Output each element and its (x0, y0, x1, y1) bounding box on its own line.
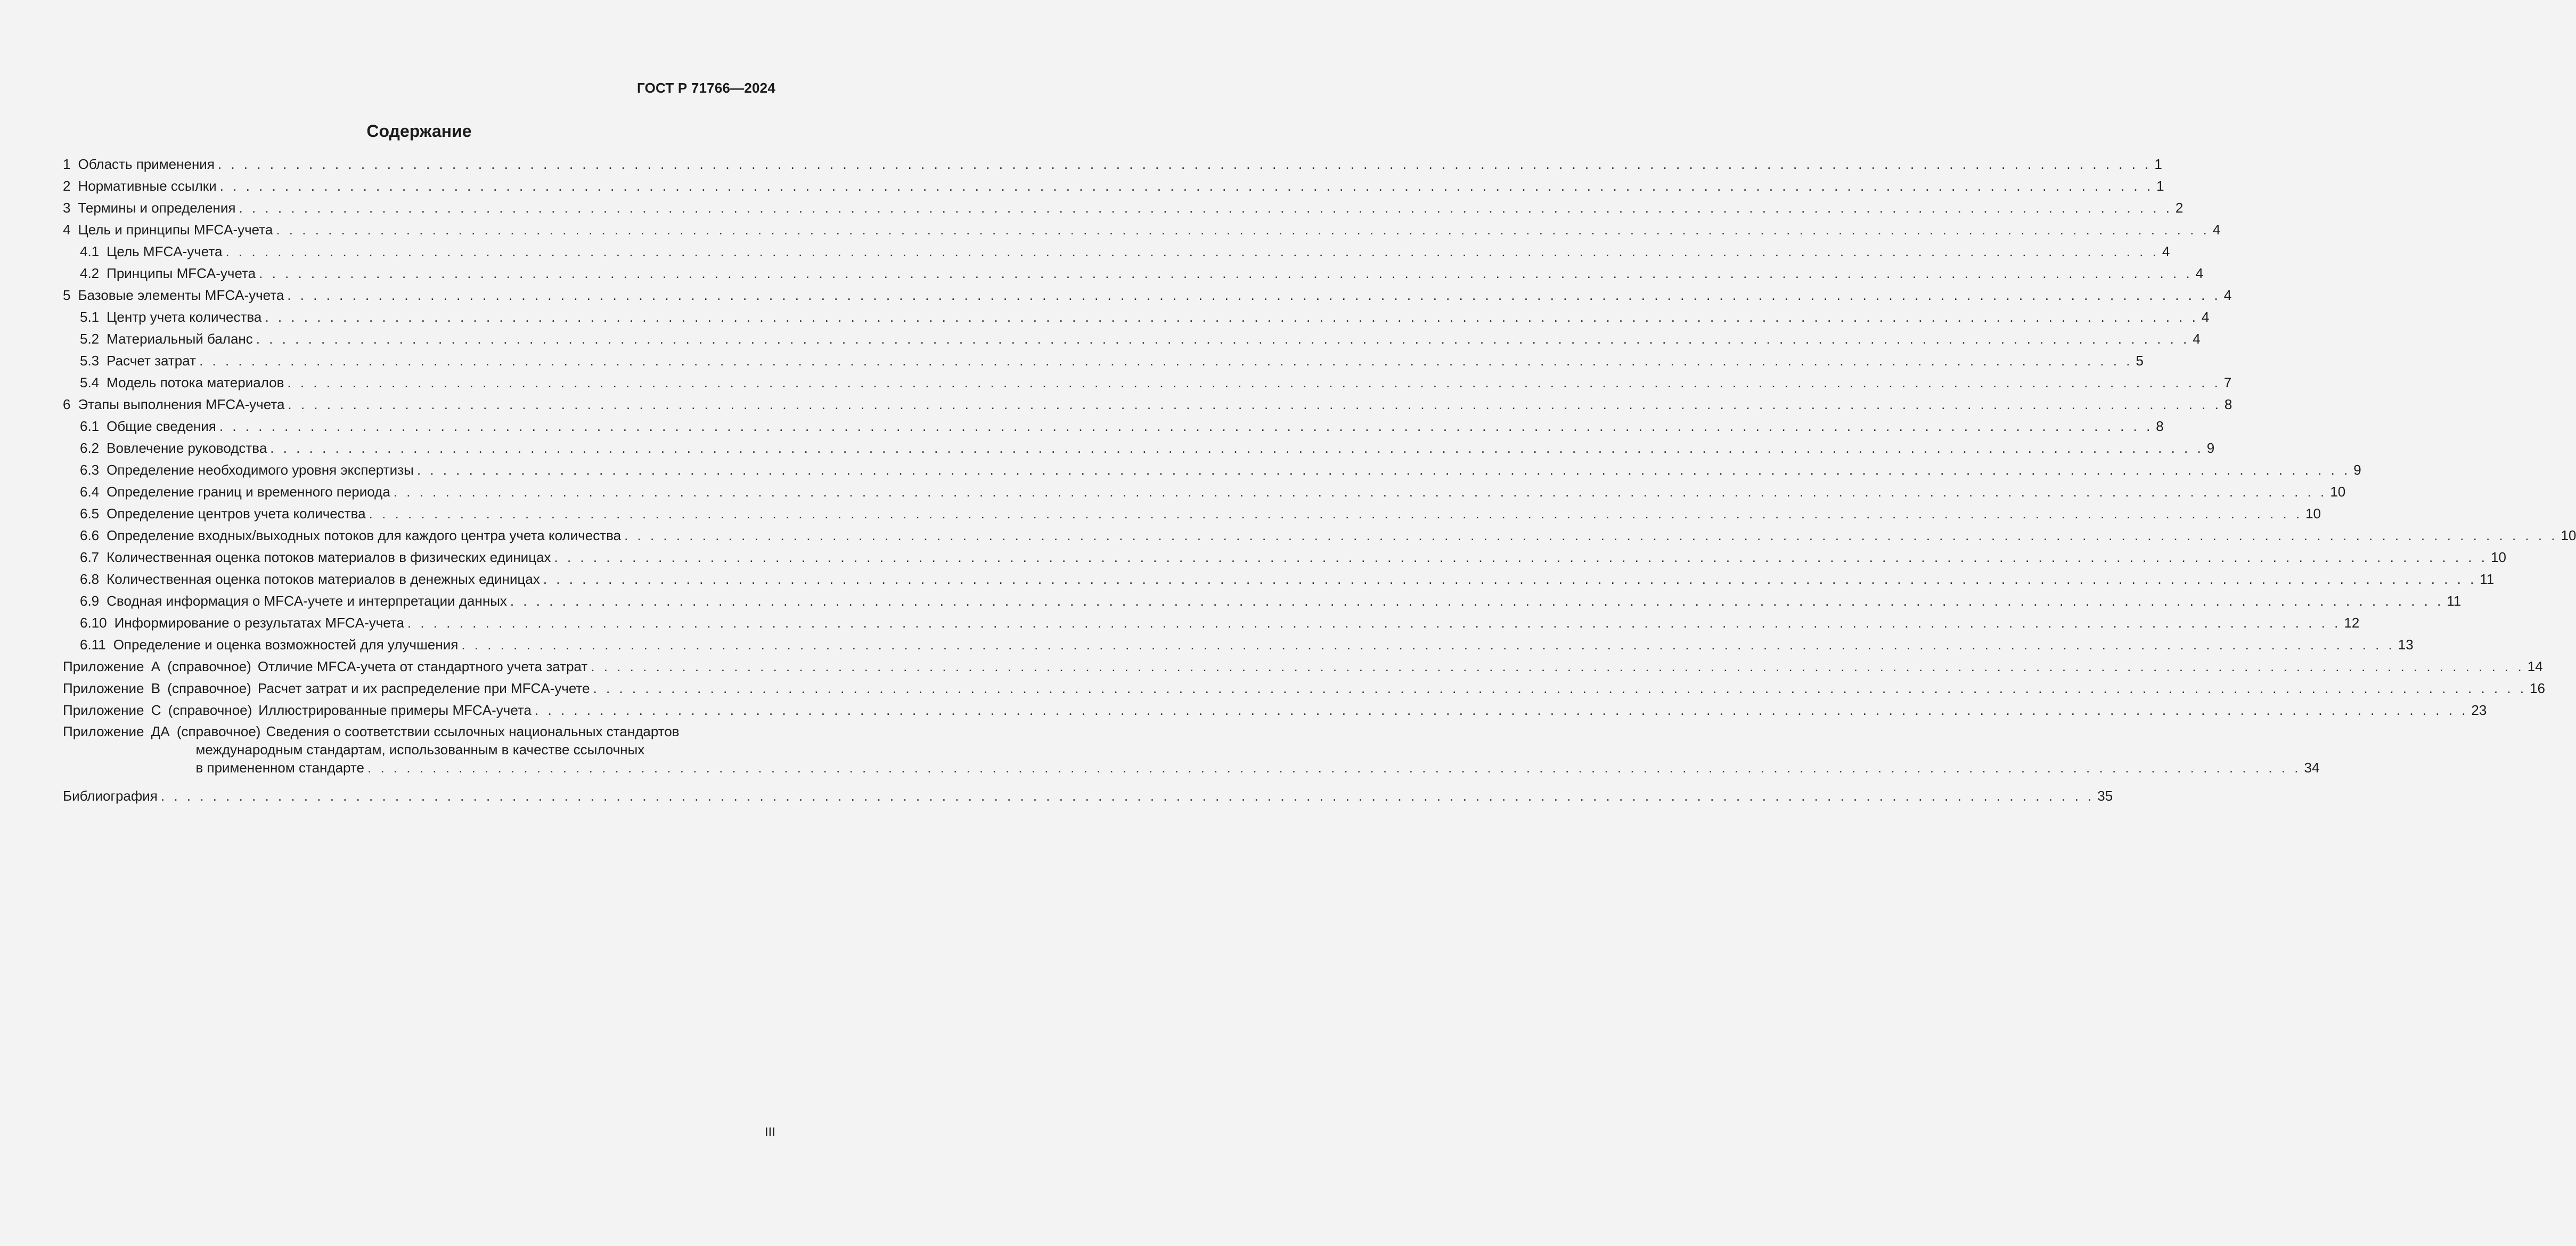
toc-leader-dots (276, 220, 2209, 239)
toc-annex-title-line-3: в примененном стандарте (195, 760, 365, 776)
toc-entry-title: Определение границ и временного периода (107, 484, 390, 500)
toc-leader-dots (287, 373, 2220, 392)
toc-leader-dots (225, 242, 2158, 261)
toc-leader-dots (199, 351, 2132, 370)
toc-entry[interactable] (63, 482, 2346, 504)
toc-page-number: 35 (2097, 788, 2113, 804)
toc-entry[interactable] (63, 329, 2201, 351)
toc-entry-number: 6.10 (80, 615, 107, 631)
toc-annex-prefix: Приложение ДА (справочное) (63, 723, 261, 739)
toc-leader-dots (394, 482, 2327, 501)
toc-entry-number: 6.1 (80, 418, 100, 434)
toc-leader-dots (510, 591, 2443, 610)
toc-annex-title: Отличие MFCA-учета от стандартного учета затрат (257, 658, 588, 674)
toc-entry[interactable] (63, 635, 2414, 657)
toc-entry-title: Определение входных/выходных потоков для каждого центра учета количества (107, 527, 621, 543)
toc-entry-title: Этапы выполнения MFCA-учета (78, 396, 285, 412)
toc-entry-title: Количественная оценка потоков материалов в физических единицах (107, 549, 551, 565)
toc-annex-title: Иллюстрированные примеры MFCA-учета (258, 702, 531, 718)
toc-page-number: 1 (2154, 156, 2162, 172)
toc-entry-title: Модель потока материалов (107, 374, 284, 390)
toc-entry[interactable] (63, 591, 2461, 613)
toc-entry-title: Центр учета количества (107, 309, 262, 325)
toc-entry[interactable] (63, 504, 2321, 526)
toc-entry[interactable] (63, 526, 2576, 548)
toc-entry-number: 6.2 (80, 440, 100, 456)
toc-page-number: 10 (2490, 549, 2506, 565)
toc-annex[interactable] (63, 701, 2487, 722)
toc-page-number: 11 (2480, 571, 2495, 587)
toc-entry-number: 5.1 (80, 309, 100, 325)
toc-page-number: 34 (2304, 760, 2320, 776)
toc-bibliography[interactable] (63, 786, 2113, 808)
toc-entry[interactable] (63, 569, 2495, 591)
toc-entry-number: 6 (63, 396, 71, 412)
toc-entry-title: Определение необходимого уровня экспертизы (107, 462, 414, 478)
toc-entry-number: 4.2 (80, 265, 100, 281)
toc-leader-dots (161, 786, 2094, 805)
toc-entry[interactable] (63, 242, 2170, 264)
toc-entry-title: Цель и принципы MFCA-учета (78, 222, 273, 238)
toc-page-number: 4 (2212, 222, 2221, 238)
toc-entry[interactable] (63, 351, 2144, 373)
toc-entry-title: Количественная оценка потоков материалов в денежных единицах (107, 571, 540, 587)
toc-entry-number: 6.5 (80, 506, 100, 522)
toc-page-number: 11 (2447, 593, 2461, 609)
toc-entry[interactable] (63, 286, 2232, 307)
toc-entry[interactable] (63, 460, 2361, 482)
toc-annex-title-line-2: международным стандартам, использованным в качестве ссылочных (195, 742, 645, 758)
toc-leader-dots (593, 679, 2526, 698)
toc-page-number: 14 (2527, 658, 2543, 674)
toc-entry-title: Определение и оценка возможностей для улучшения (113, 637, 459, 653)
toc-entry-title: Вовлечение руководства (107, 440, 267, 456)
toc-page-number: 10 (2305, 506, 2321, 522)
toc-page-number: 4 (2201, 309, 2210, 325)
toc-leader-dots (543, 569, 2476, 589)
toc-leader-dots (535, 701, 2468, 720)
toc-leader-dots (407, 613, 2341, 632)
toc-entry-title: Расчет затрат (107, 353, 197, 369)
toc-page-number: 16 (2530, 680, 2545, 696)
toc-entry[interactable] (63, 198, 2184, 220)
toc-entry[interactable] (63, 264, 2204, 286)
toc-entry[interactable] (63, 220, 2221, 242)
toc-entry-number: 2 (63, 178, 71, 194)
toc-page-number: 4 (2193, 331, 2201, 347)
toc-entry[interactable] (63, 307, 2210, 329)
toc-entry-number: 5.3 (80, 353, 100, 369)
toc-annex[interactable] (63, 679, 2545, 701)
toc-leader-dots (265, 307, 2198, 327)
toc-leader-dots (624, 526, 2557, 545)
toc-entry[interactable] (63, 176, 2164, 198)
toc-annex-prefix: Приложение С (справочное) (63, 702, 252, 718)
toc-entry-number: 6.4 (80, 484, 100, 500)
toc-entry-number: 4.1 (80, 243, 100, 259)
toc-entry-number: 5.4 (80, 374, 100, 390)
toc-leader-dots (287, 286, 2220, 305)
toc-page-number: 5 (2136, 353, 2144, 369)
toc-leader-dots (270, 438, 2203, 458)
toc-leader-dots (369, 504, 2302, 523)
page-number: III (764, 1125, 775, 1139)
toc-leader-dots (554, 548, 2488, 567)
toc-leader-dots (239, 198, 2172, 217)
toc-leader-dots (367, 759, 2301, 777)
toc-entry-title: Термины и определения (78, 200, 236, 216)
toc-entry-number: 6.8 (80, 571, 100, 587)
toc-entry[interactable] (63, 548, 2506, 569)
toc-items (63, 154, 2576, 657)
toc-page-number: 10 (2561, 527, 2576, 543)
document-code: ГОСТ Р 71766—2024 (637, 80, 775, 96)
toc-leader-dots (417, 460, 2350, 479)
toc-entry-title: Область применения (78, 156, 215, 172)
toc-page-number: 9 (2206, 440, 2215, 456)
toc-leader-dots (461, 635, 2394, 654)
toc-page-number: 23 (2471, 702, 2487, 718)
toc-annex-title: Расчет затрат и их распределение при MFCA-учете (257, 680, 590, 696)
toc-entry-number: 1 (63, 156, 71, 172)
toc-entry-title: Сводная информация о MFCA-учете и интерпретации данных (107, 593, 507, 609)
table-of-contents (63, 154, 2576, 808)
toc-entry[interactable] (63, 438, 2215, 460)
toc-entry-title: Материальный баланс (107, 331, 253, 347)
toc-annex-title-line-1: Сведения о соответствии ссылочных национальных стандартов (266, 723, 680, 739)
toc-page-number: 13 (2398, 637, 2414, 653)
toc-entry-title: Определение центров учета количества (107, 506, 366, 522)
toc-entry-number: 3 (63, 200, 71, 216)
toc-entry-number: 6.3 (80, 462, 100, 478)
toc-page-number: 7 (2223, 374, 2232, 390)
toc-entry[interactable] (63, 154, 2162, 176)
toc-entry-number: 6.9 (80, 593, 100, 609)
toc-entry[interactable] (63, 417, 2164, 438)
toc-page-number: 4 (2162, 243, 2170, 259)
toc-leader-dots (256, 329, 2189, 348)
toc-page-number: 2 (2175, 200, 2184, 216)
toc-title: Содержание (366, 121, 472, 141)
toc-annexes (63, 657, 2545, 722)
toc-page-number: 9 (2353, 462, 2361, 478)
toc-entry-title: Базовые элементы MFCA-учета (78, 287, 284, 303)
toc-page-number: 12 (2344, 615, 2360, 631)
toc-entry-number: 5 (63, 287, 71, 303)
toc-entry-number: 5.2 (80, 331, 100, 347)
toc-annex-da[interactable] (63, 722, 2320, 786)
toc-entry-title: Информирование о результатах MFCA-учета (114, 615, 404, 631)
toc-leader-dots (219, 417, 2153, 436)
toc-entry-number: 6.6 (80, 527, 100, 543)
toc-entry[interactable] (63, 395, 2232, 417)
toc-page-number: 4 (2223, 287, 2232, 303)
toc-entry-title: Цель MFCA-учета (107, 243, 223, 259)
toc-entry-number: 4 (63, 222, 71, 238)
toc-bibliography-title: Библиография (63, 788, 158, 804)
toc-leader-dots (220, 176, 2153, 196)
toc-leader-dots (259, 264, 2192, 283)
toc-entry-title: Принципы MFCA-учета (107, 265, 256, 281)
toc-entry-number: 6.11 (80, 637, 106, 653)
toc-entry-title: Общие сведения (107, 418, 216, 434)
toc-leader-dots (218, 154, 2151, 174)
toc-entry-title: Нормативные ссылки (78, 178, 217, 194)
toc-entry[interactable] (63, 613, 2360, 635)
toc-page-number: 10 (2330, 484, 2346, 500)
toc-annex[interactable] (63, 657, 2543, 679)
toc-entry[interactable] (63, 373, 2232, 395)
toc-page-number: 8 (2156, 418, 2164, 434)
toc-leader-dots (591, 657, 2524, 676)
toc-entry-number: 6.7 (80, 549, 100, 565)
toc-leader-dots (288, 395, 2221, 414)
toc-page-number: 1 (2156, 178, 2164, 194)
toc-page-number: 4 (2195, 265, 2204, 281)
toc-annex-prefix: Приложение А (справочное) (63, 658, 251, 674)
toc-annex-prefix: Приложение В (справочное) (63, 680, 251, 696)
toc-page-number: 8 (2224, 396, 2232, 412)
